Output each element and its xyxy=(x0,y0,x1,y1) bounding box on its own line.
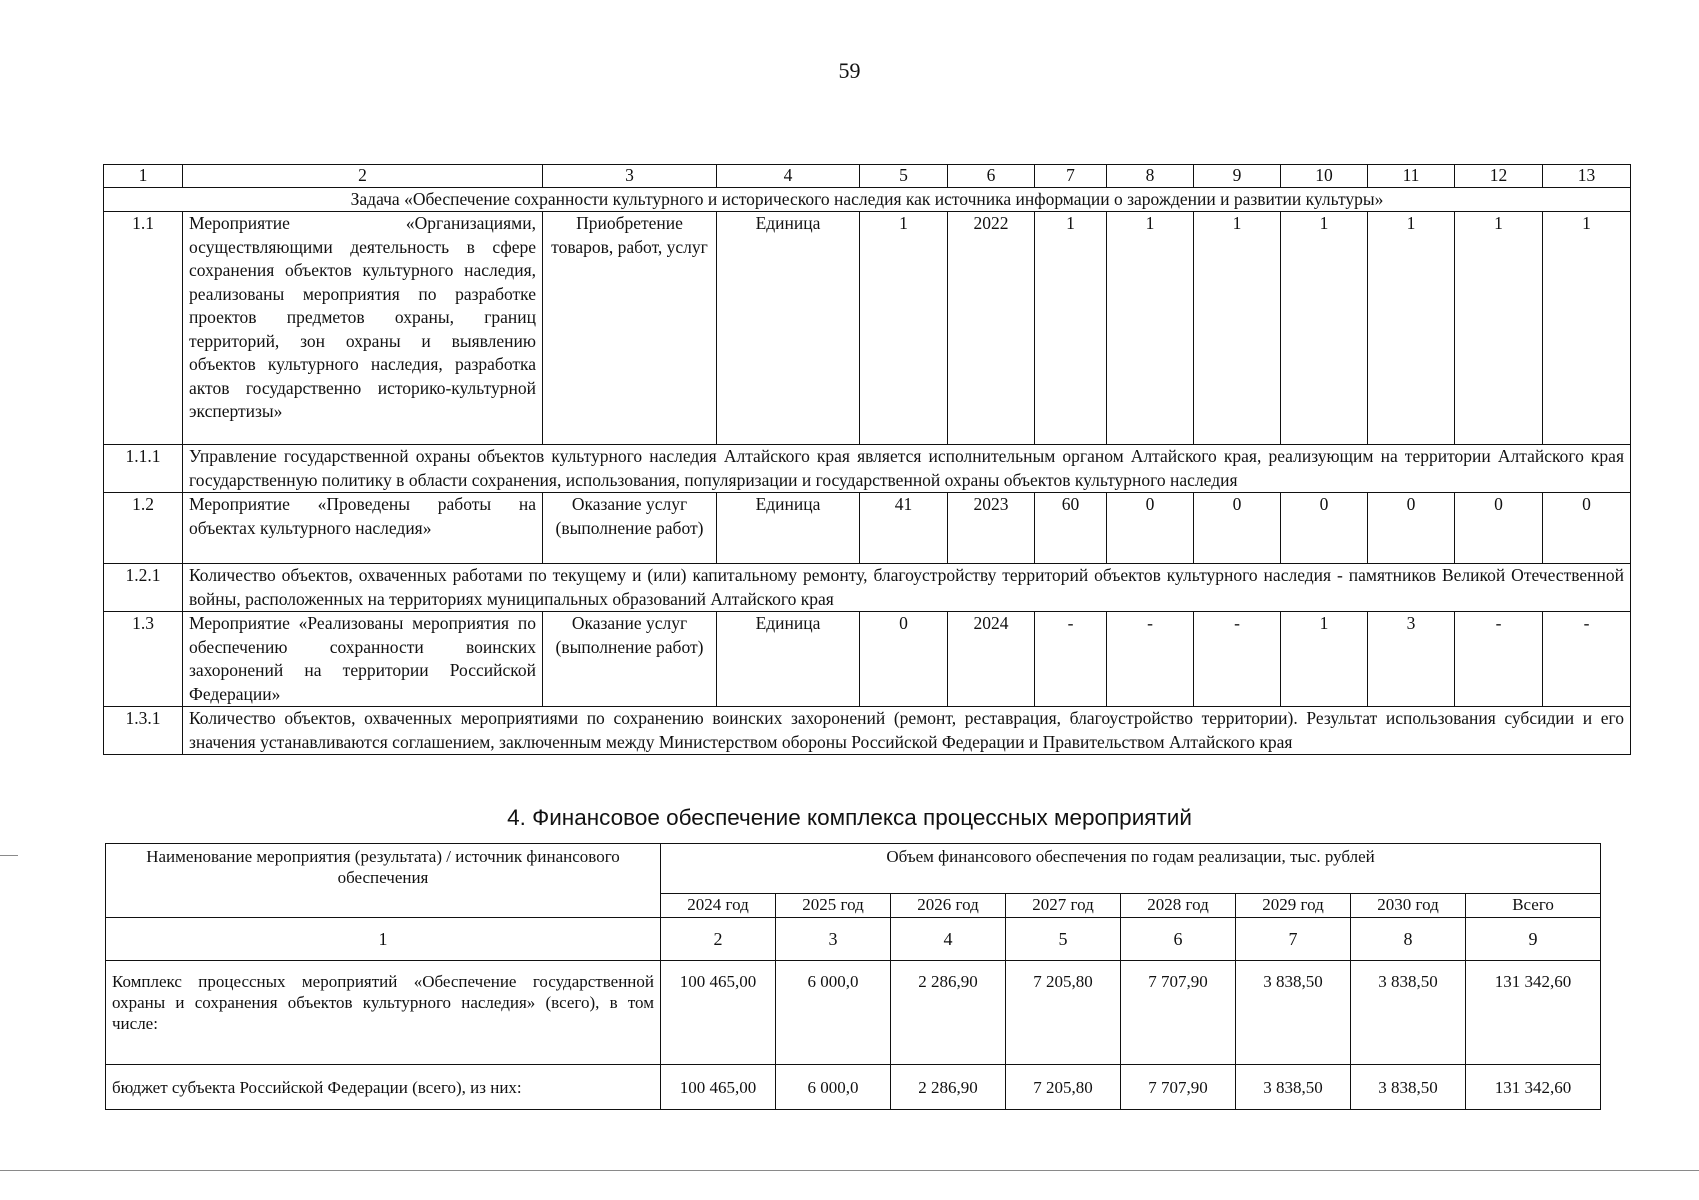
col1-header: Наименование мероприятия (результата) / источник финансового обеспечения xyxy=(106,844,661,918)
table-header-row xyxy=(104,165,1631,188)
financing-item-name: Комплекс процессных мероприятий «Обеспечение государственной охраны и сохранения объектов культурного наследия» (всего), в том числе: xyxy=(106,961,661,1065)
year-value: 1 xyxy=(1281,612,1368,707)
year-value: 1 xyxy=(1194,212,1281,445)
year-value: 0 xyxy=(1107,493,1194,564)
note-number: 1.2.1 xyxy=(104,564,183,612)
header-cell: 1 xyxy=(104,165,183,188)
amount: 3 838,50 xyxy=(1236,1065,1351,1110)
note-number: 1.3.1 xyxy=(104,707,183,755)
financing-table xyxy=(105,843,1601,1110)
amount: 7 205,80 xyxy=(1006,961,1121,1065)
header-cell: 9 xyxy=(1194,165,1281,188)
year-value: 0 xyxy=(1543,493,1631,564)
header-cell: 4 xyxy=(717,165,860,188)
table-row xyxy=(104,612,1631,707)
table-row xyxy=(106,961,1601,1065)
header-cell: 3 xyxy=(543,165,717,188)
year-value: 1 xyxy=(1368,212,1455,445)
header-cell: 12 xyxy=(1455,165,1543,188)
amount: 100 465,00 xyxy=(661,1065,776,1110)
task-row xyxy=(104,188,1631,212)
total-amount: 131 342,60 xyxy=(1466,961,1601,1065)
amount: 6 000,0 xyxy=(776,961,891,1065)
measure-type: Оказание услуг (выполнение работ) xyxy=(543,612,717,707)
year-value: 0 xyxy=(1194,493,1281,564)
measure-type: Оказание услуг (выполнение работ) xyxy=(543,493,717,564)
column-number: 4 xyxy=(891,918,1006,961)
base-value: 41 xyxy=(860,493,948,564)
indicators-table xyxy=(103,164,1631,755)
total-amount: 131 342,60 xyxy=(1466,1065,1601,1110)
year-value: 60 xyxy=(1035,493,1107,564)
header-cell: 7 xyxy=(1035,165,1107,188)
year-header: 2027 год xyxy=(1006,894,1121,918)
measure-type: Приобретение товаров, работ, услуг xyxy=(543,212,717,445)
header-cell: 13 xyxy=(1543,165,1631,188)
amount: 7 205,80 xyxy=(1006,1065,1121,1110)
year-value: 1 xyxy=(1107,212,1194,445)
year-value: - xyxy=(1107,612,1194,707)
year-value: 1 xyxy=(1281,212,1368,445)
table-row xyxy=(106,1065,1601,1110)
task-title: Задача «Обеспечение сохранности культурного и исторического наследия как источника информации о зарождении и развитии культуры» xyxy=(104,188,1631,212)
scan-artifact-line xyxy=(0,855,18,856)
column-number: 3 xyxy=(776,918,891,961)
year-value: - xyxy=(1455,612,1543,707)
amount: 2 286,90 xyxy=(891,961,1006,1065)
header-cell: 11 xyxy=(1368,165,1455,188)
year-value: 1 xyxy=(1455,212,1543,445)
section-title: 4. Финансовое обеспечение комплекса процессных мероприятий xyxy=(507,805,1192,830)
unit: Единица xyxy=(717,212,860,445)
note-text: Управление государственной охраны объектов культурного наследия Алтайского края является исполнительным органом Алтайского края, реализующим на территории Алтайского края государственную политику в области сохранения, использования, популяризации и государственной охраны объектов культурного наследия xyxy=(183,445,1631,493)
year-value: - xyxy=(1194,612,1281,707)
page-number: 59 xyxy=(838,58,861,83)
scan-artifact-line xyxy=(0,1170,1699,1171)
year-value: 0 xyxy=(1455,493,1543,564)
table-row xyxy=(104,493,1631,564)
amount: 3 838,50 xyxy=(1351,961,1466,1065)
base-year: 2024 xyxy=(948,612,1035,707)
column-number: 8 xyxy=(1351,918,1466,961)
column-number: 5 xyxy=(1006,918,1121,961)
year-value: 1 xyxy=(1543,212,1631,445)
base-value: 0 xyxy=(860,612,948,707)
row-number: 1.3 xyxy=(104,612,183,707)
column-number: 1 xyxy=(106,918,661,961)
column-numbers-row xyxy=(106,918,1601,961)
amount: 3 838,50 xyxy=(1351,1065,1466,1110)
year-header: 2030 год xyxy=(1351,894,1466,918)
amount: 100 465,00 xyxy=(661,961,776,1065)
row-number: 1.2 xyxy=(104,493,183,564)
financing-item-name: бюджет субъекта Российской Федерации (всего), из них: xyxy=(106,1065,661,1110)
column-number: 2 xyxy=(661,918,776,961)
year-value: 3 xyxy=(1368,612,1455,707)
year-header: 2024 год xyxy=(661,894,776,918)
note-row xyxy=(104,564,1631,612)
year-value: - xyxy=(1035,612,1107,707)
amount: 2 286,90 xyxy=(891,1065,1006,1110)
base-year: 2023 xyxy=(948,493,1035,564)
header-cell: 2 xyxy=(183,165,543,188)
header-cell: 5 xyxy=(860,165,948,188)
column-number: 9 xyxy=(1466,918,1601,961)
header-cell: 8 xyxy=(1107,165,1194,188)
year-value: - xyxy=(1543,612,1631,707)
note-text: Количество объектов, охваченных мероприятиями по сохранению воинских захоронений (ремонт, реставрация, благоустройство территории). Результат использования субсидии и его значения устанавливаются соглашением, заключенным между Министерством обороны Российской Федерации и Правительством Алтайского края xyxy=(183,707,1631,755)
amount: 7 707,90 xyxy=(1121,1065,1236,1110)
note-text: Количество объектов, охваченных работами по текущему и (или) капитальному ремонту, благоустройству территорий объектов культурного наследия - памятников Великой Отечественной войны, расположенных на территориях муниципальных образований Алтайского края xyxy=(183,564,1631,612)
column-number: 7 xyxy=(1236,918,1351,961)
base-value: 1 xyxy=(860,212,948,445)
base-year: 2022 xyxy=(948,212,1035,445)
year-header: 2025 год xyxy=(776,894,891,918)
financing-header-row xyxy=(106,844,1601,894)
note-row xyxy=(104,707,1631,755)
column-number: 6 xyxy=(1121,918,1236,961)
header-cell: 6 xyxy=(948,165,1035,188)
year-header: 2026 год xyxy=(891,894,1006,918)
unit: Единица xyxy=(717,493,860,564)
year-value: 0 xyxy=(1281,493,1368,564)
year-header: 2028 год xyxy=(1121,894,1236,918)
measure-name: Мероприятие «Организациями, осуществляющими деятельность в сфере сохранения объектов культурного наследия, реализованы мероприятия по разработке проектов предметов охраны, границ территорий, зон охраны и выявлению объектов культурного наследия, разработка актов государственно историко-культурной экспертизы» xyxy=(183,212,543,445)
year-value: 0 xyxy=(1368,493,1455,564)
amount: 3 838,50 xyxy=(1236,961,1351,1065)
year-value: 1 xyxy=(1035,212,1107,445)
total-header: Всего xyxy=(1466,894,1601,918)
note-number: 1.1.1 xyxy=(104,445,183,493)
measure-name: Мероприятие «Проведены работы на объектах культурного наследия» xyxy=(183,493,543,564)
measure-name: Мероприятие «Реализованы мероприятия по обеспечению сохранности воинских захоронений на территории Российской Федерации» xyxy=(183,612,543,707)
row-number: 1.1 xyxy=(104,212,183,445)
year-header: 2029 год xyxy=(1236,894,1351,918)
amount: 6 000,0 xyxy=(776,1065,891,1110)
table-row xyxy=(104,212,1631,445)
unit: Единица xyxy=(717,612,860,707)
note-row xyxy=(104,445,1631,493)
group-header: Объем финансового обеспечения по годам реализации, тыс. рублей xyxy=(661,844,1601,894)
header-cell: 10 xyxy=(1281,165,1368,188)
amount: 7 707,90 xyxy=(1121,961,1236,1065)
